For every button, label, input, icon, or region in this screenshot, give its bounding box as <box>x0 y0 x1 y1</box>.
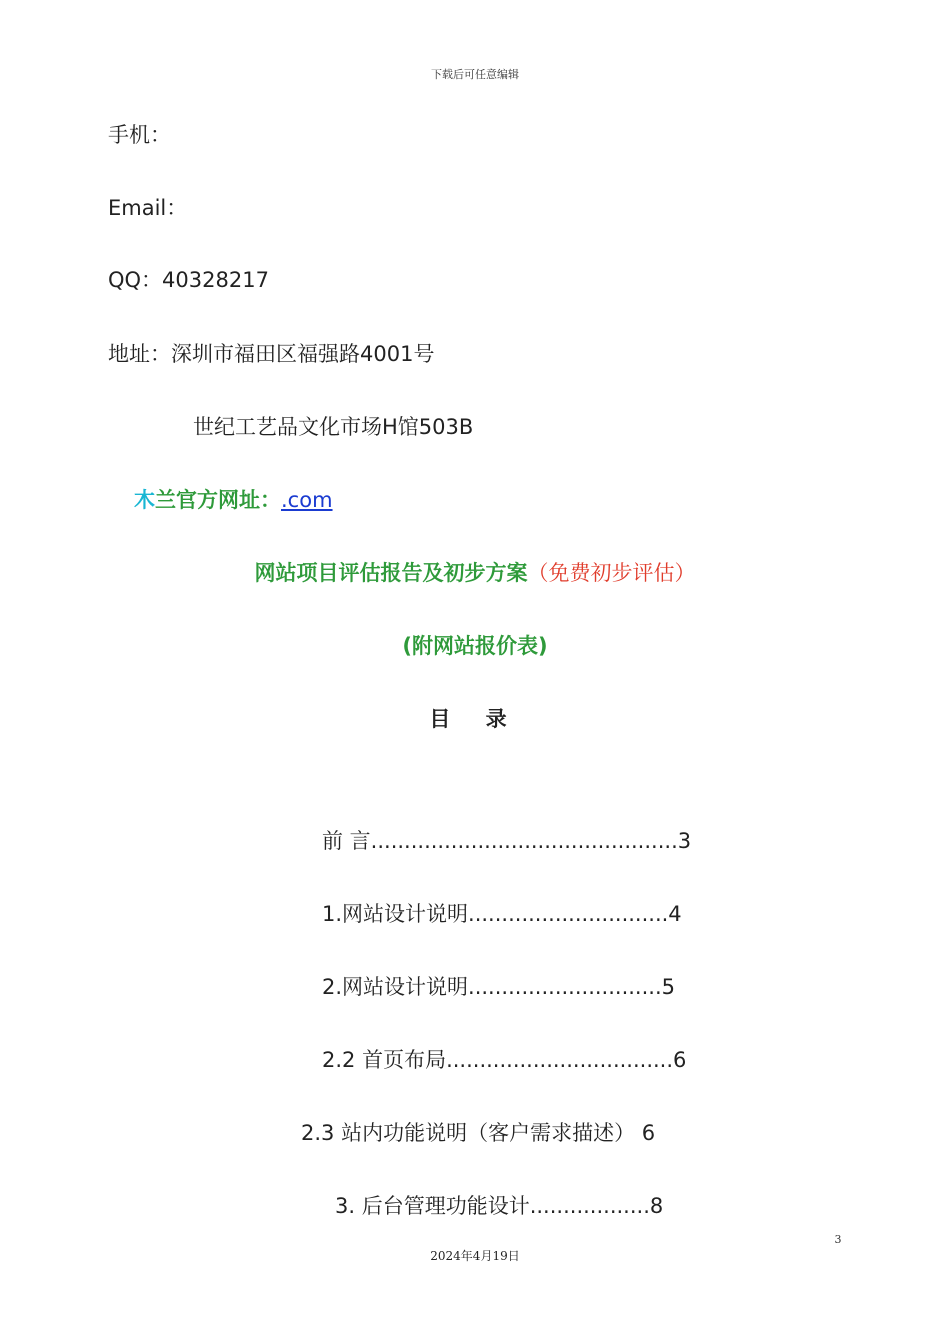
site-link[interactable]: .com <box>281 488 333 512</box>
toc-item[interactable]: 2.3 站内功能说明（客户需求描述） 6 <box>301 1121 656 1145</box>
phone-label: 手机： <box>108 123 171 147</box>
page-header: 下载后可任意编辑 <box>431 68 519 81</box>
toc-item[interactable]: 2.网站设计说明.............................5 <box>322 975 675 999</box>
report-title-main: 网站项目评估报告及初步方案 <box>254 561 528 585</box>
toc-title: 目 录 <box>429 707 521 731</box>
address-line-2: 世纪工艺品文化市场H馆503B <box>193 415 474 439</box>
page-number: 3 <box>834 1233 842 1246</box>
footer-date: 2024年4月19日 <box>430 1249 520 1263</box>
toc-item[interactable]: 1.网站设计说明..............................4 <box>322 902 682 926</box>
toc-item[interactable]: 2.2 首页布局..................................6 <box>322 1048 687 1072</box>
official-site-line <box>134 485 333 515</box>
report-subtitle: (附网站报价表) <box>402 634 548 658</box>
site-label: 兰官方网址： <box>155 488 281 512</box>
qq-line: QQ：40328217 <box>108 268 269 292</box>
toc-item[interactable]: 前 言..............................................3 <box>322 829 692 853</box>
toc-item[interactable]: 3. 后台管理功能设计..................8 <box>335 1194 664 1218</box>
report-title-note: （免费初步评估） <box>527 561 696 585</box>
email-label: Email： <box>108 196 188 220</box>
report-title <box>0 558 950 588</box>
site-label-prefix: 木 <box>134 488 155 512</box>
address-line-1: 地址：深圳市福田区福强路4001号 <box>108 342 435 366</box>
